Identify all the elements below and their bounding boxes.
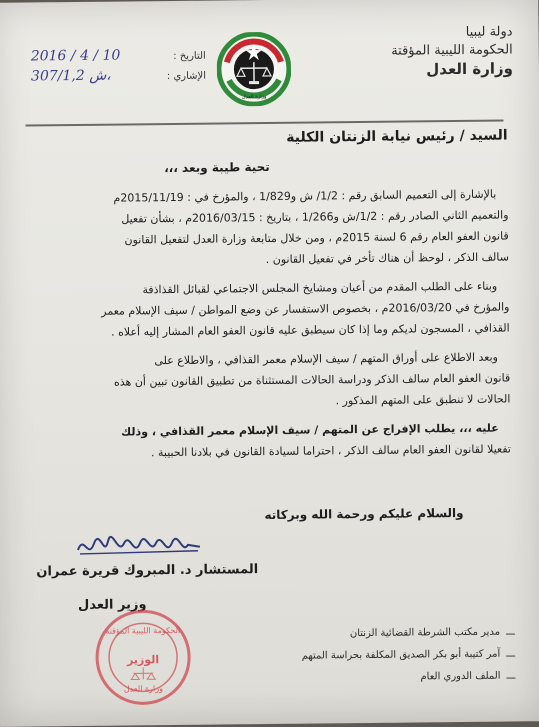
signer-name: المستشار د. المبروك قريرة عمران [36, 562, 258, 579]
paragraph-line: والتعميم الثاني الصادر رقم : 1/2/ش و1/266 ، بتاريخ : 2016/03/15م ، بشأن تفعيل [36, 204, 508, 230]
paragraph-line: سالف الذكر ، لوحظ أن هناك تأخر في تفعيل القانون . [37, 246, 509, 272]
handwritten-signature [74, 529, 204, 564]
reference-value: 307/1,2 ش، [31, 68, 111, 85]
paragraph-1 [36, 183, 509, 272]
paragraph-line: الحالات لا تنطبق على المتهم المذكور . [38, 388, 510, 414]
signer-title: وزير العدل [78, 597, 147, 613]
official-stamp [93, 607, 194, 708]
stamp-bottom-text: وزارة العدل [124, 684, 163, 693]
copies-list [215, 621, 516, 690]
greeting: تحية طيبة وبعد ،،، [36, 154, 508, 180]
paragraph-line: تفعيلا لقانون العفو العام سالف الذكر ، احتراما لسيادة القانون في بلادنا الحبيبة . [39, 438, 511, 464]
letterhead-government: الحكومة الليبية المؤقتة [343, 41, 513, 61]
reference-label: الإشاري : [167, 71, 206, 82]
paragraph-line: عليه ،،، يطلب الإفراج عن المتهم / سيف الإسلام معمر القذافي ، وذلك [39, 417, 511, 443]
addressee: السيد / رئيس نيابة الزنتان الكلية [36, 125, 508, 151]
date-label: التاريخ : [173, 51, 206, 62]
letter-body [36, 125, 511, 464]
paragraph-line: قانون العفو العام رقم 6 لسنة 2015م ، ومن خلال متابعة وزارة العدل لتفعيل القانون [37, 225, 509, 251]
emblem-caption: وزارة العدل [242, 94, 267, 100]
letterhead-ministry [342, 23, 513, 79]
letterhead-ministry-name: وزارة العدل [343, 59, 513, 79]
closing-salutation: والسلام عليكم ورحمة الله وبركاته [264, 506, 463, 522]
ministry-emblem-icon [217, 32, 292, 107]
paragraph-line: وبعد الاطلاع على أوراق المتهم / سيف الإسلام معمر القذافي ، والاطلاع على [38, 346, 510, 372]
paragraph-4 [39, 417, 511, 464]
paragraph-2 [37, 275, 510, 343]
copy-item: ـــمدير مكتب الشرطة القضائية الزنتان [215, 621, 515, 646]
stamp-center-text: الوزير [126, 653, 159, 666]
paragraph-line: بالإشارة إلى التعميم السابق رقم : 1/2/ ش و1/829 ، والمؤرخ في : 2015/11/19م [36, 183, 508, 209]
paragraph-line: والمؤرخ في 2016/03/20م ، بخصوص الاستفسار عن وضع المواطن / سيف الإسلام معمر [37, 296, 509, 322]
date-value: 2016 / 4 / 10 [31, 48, 121, 65]
letterhead-country: دولة ليبيا [342, 23, 512, 43]
paragraph-line: قانون العفو العام سالف الذكر ودراسة الحالات المستثناة من تطبيق القانون تبين أن هذه [38, 367, 510, 393]
copy-item: ـــآمر كتيبة أبو بكر الصديق المكلفة بحراسة المتهم [215, 643, 515, 668]
paragraph-3 [38, 346, 511, 414]
paragraph-line: القذافي ، المسجون لديكم وما إذا كان سيطبق عليه قانون العفو العام المشار إليه أعلاه . [38, 317, 510, 343]
date-reference-block [31, 49, 206, 91]
paragraph-line: وبناء على الطلب المقدم من أعيان ومشايخ المجلس الاجتماعي لقبائل القذاذفة [37, 275, 509, 301]
copy-item: ـــالملف الدوري العام [215, 665, 515, 690]
stamp-top-text: الحكومة الليبية المؤقتة [105, 626, 180, 636]
